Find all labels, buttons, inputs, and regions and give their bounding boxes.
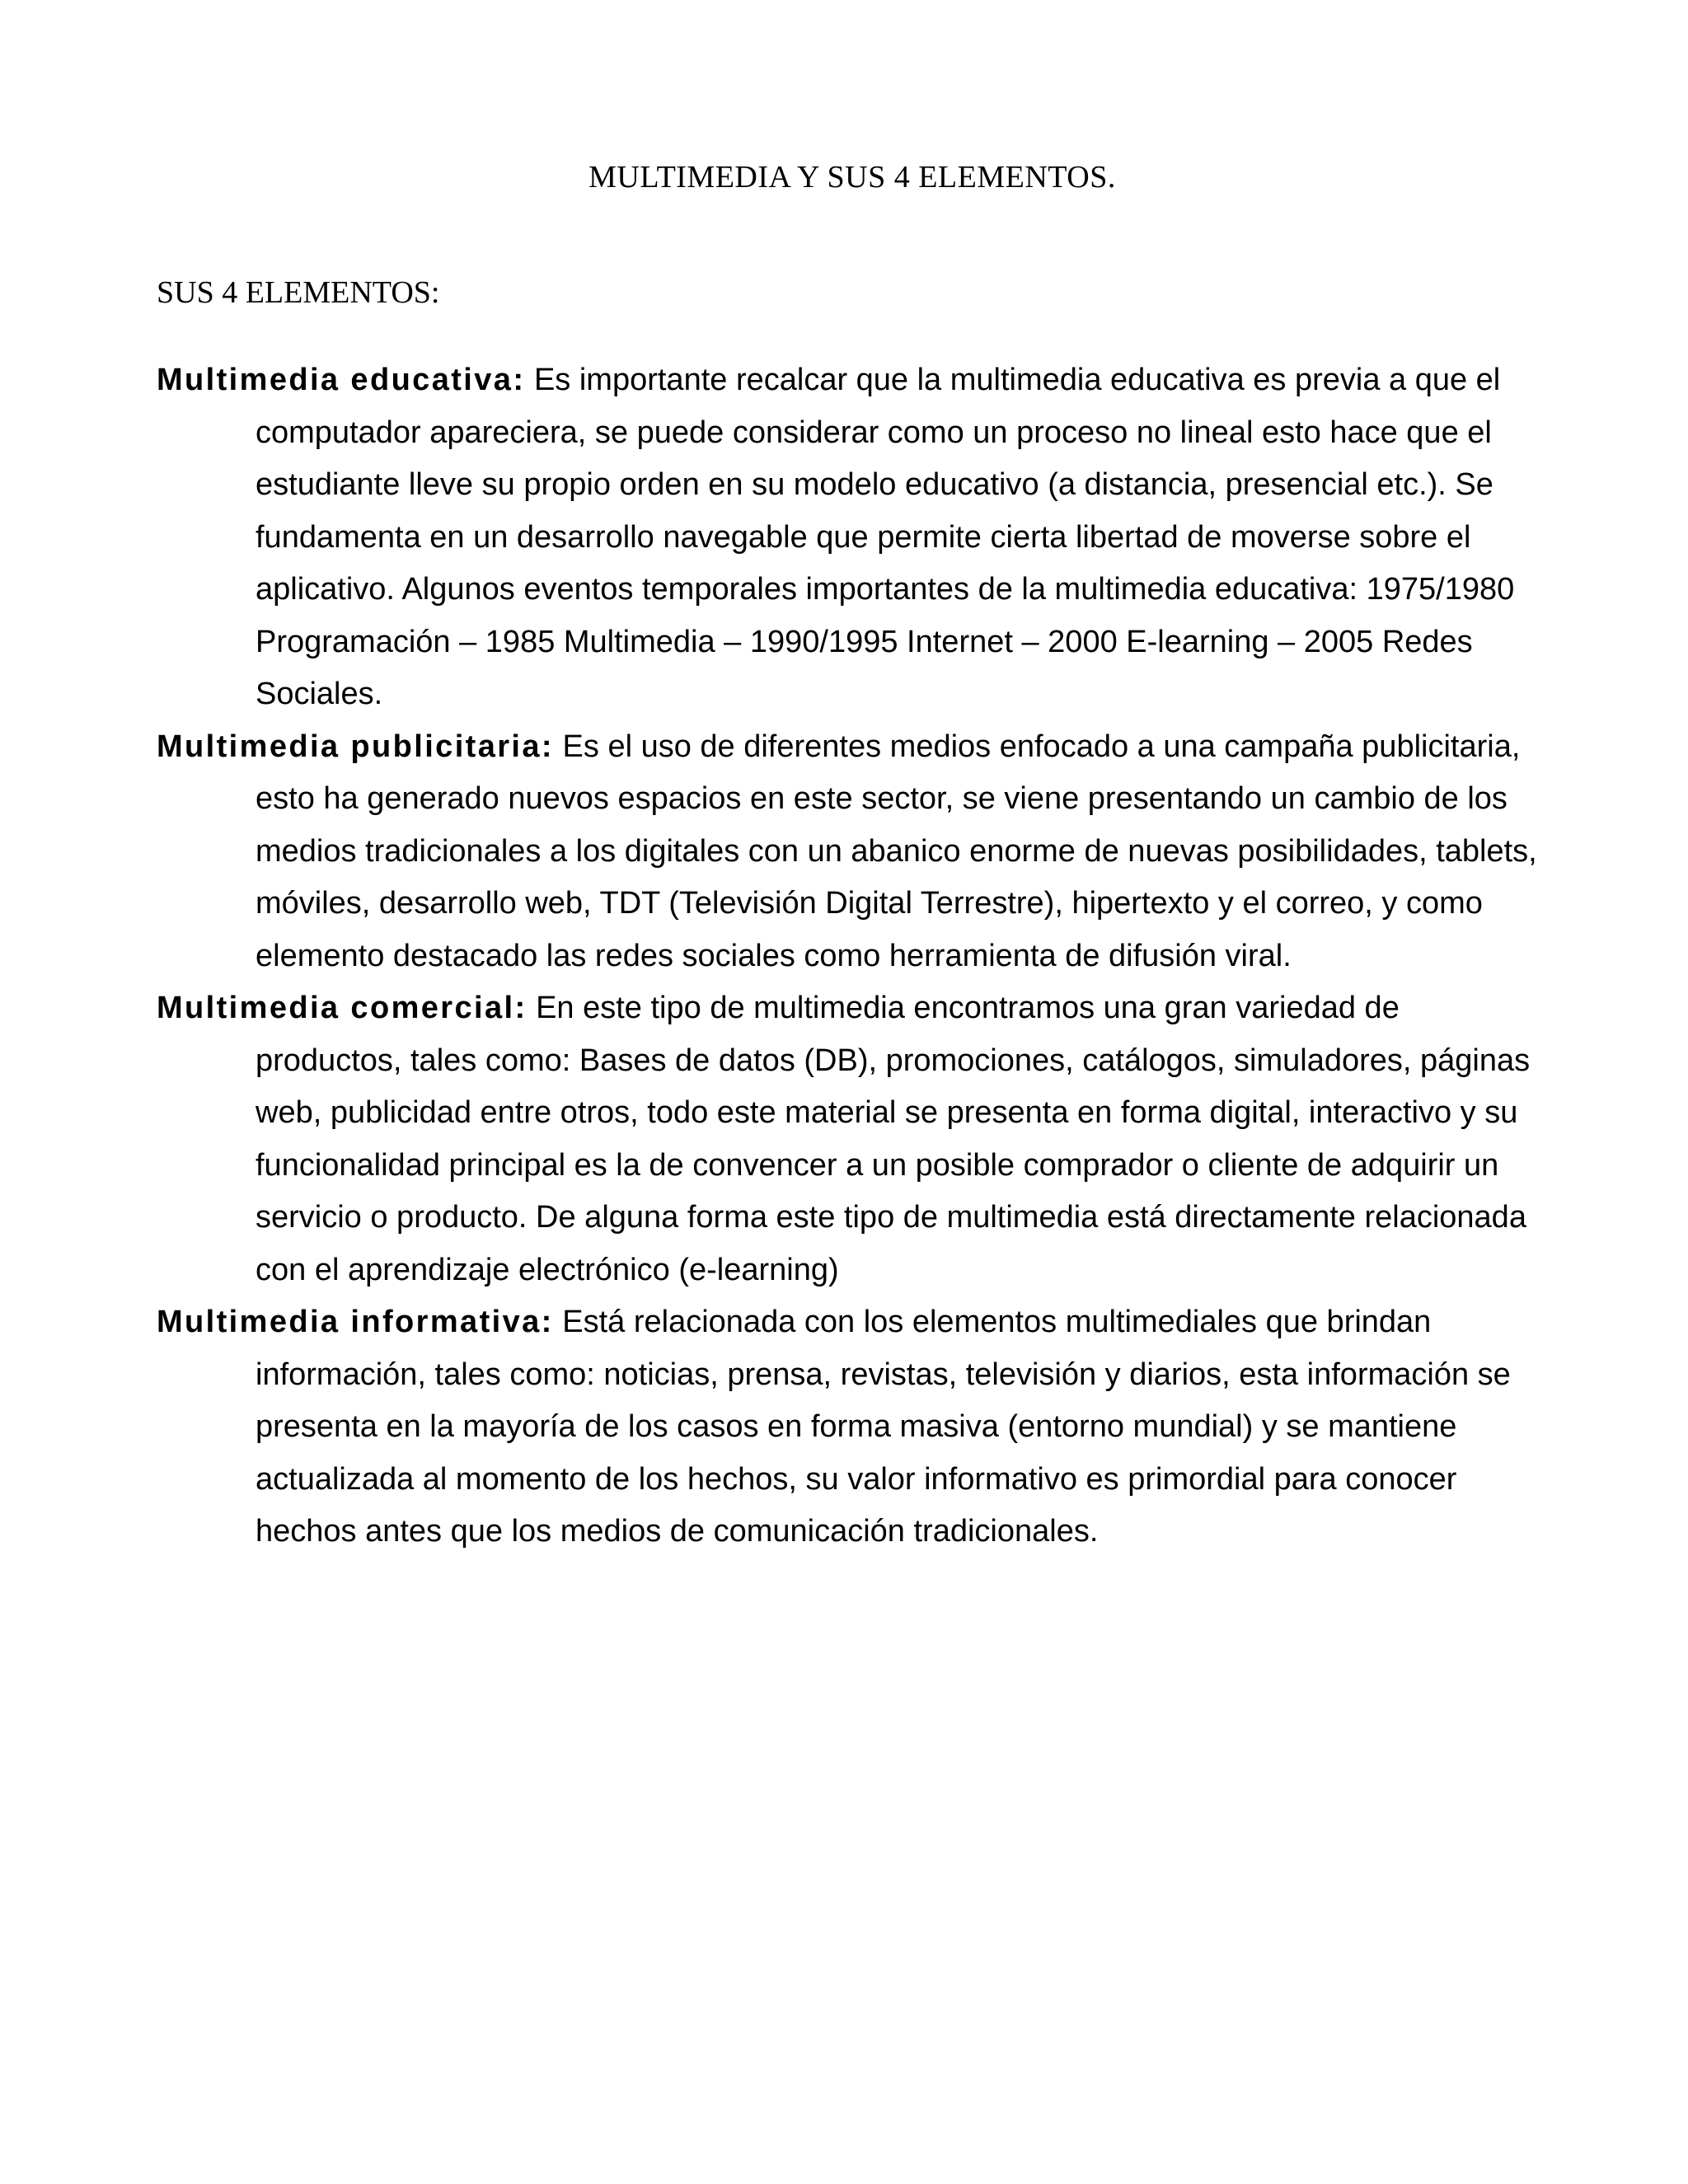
entry-text: En este tipo de multimedia encontramos una gran variedad de productos, tales como: Bases de datos (DB), promociones, catálogos, simuladores, páginas web, publicidad entre otros, todo este material se presenta en forma digital, interactivo y su funcionalidad principal es la de convencer a un posible comprador o cliente de adquirir un servicio o producto. De alguna forma este tipo de multimedia está directamente relacionada con el aprendizaje electrónico (e-learning) <box>256 991 1531 1287</box>
entry-comercial <box>157 982 1550 1296</box>
entry-text: Está relacionada con los elementos multimediales que brindan información, tales como: noticias, prensa, revistas, televisión y diarios, esta información se presenta en la mayoría de los casos en forma masiva (entorno mundial) y se mantiene actualizada al momento de los hechos, su valor informativo es primordial para conocer hechos antes que los medios de comunicación tradicionales. <box>256 1305 1511 1549</box>
section-heading: SUS 4 ELEMENTOS: <box>157 275 440 310</box>
entry-term: Multimedia educativa: <box>157 363 526 397</box>
entry-term: Multimedia comercial: <box>157 991 528 1025</box>
entry-informativa <box>157 1296 1550 1558</box>
entry-educativa <box>157 354 1550 721</box>
document-title: MULTIMEDIA Y SUS 4 ELEMENTOS. <box>588 160 1116 194</box>
entry-publicitaria <box>157 721 1550 983</box>
entry-term: Multimedia informativa: <box>157 1305 554 1339</box>
entry-text: Es importante recalcar que la multimedia educativa es previa a que el computador apareciera, se puede considerar como un proceso no lineal esto hace que el estudiante lleve su propio orden en su modelo educativo (a distancia, presencial etc.). Se fundamenta en un desarrollo navegable que permite cierta libertad de moverse sobre el aplicativo. Algunos eventos temporales importantes de la multimedia educativa: 1975/1980 Programación – 1985 Multimedia – 1990/1995 Internet – 2000 E-learning – 2005 Redes Sociales. <box>256 363 1515 711</box>
entry-term: Multimedia publicitaria: <box>157 729 554 764</box>
entry-text: Es el uso de diferentes medios enfocado a una campaña publicitaria, esto ha generado nuevos espacios en este sector, se viene presentando un cambio de los medios tradicionales a los digitales con un abanico enorme de nuevas posibilidades, tablets, móviles, desarrollo web, TDT (Televisión Digital Terrestre), hipertexto y el correo, y como elemento destacado las redes sociales como herramienta de difusión viral. <box>256 729 1537 973</box>
elements-list <box>157 354 1550 1558</box>
